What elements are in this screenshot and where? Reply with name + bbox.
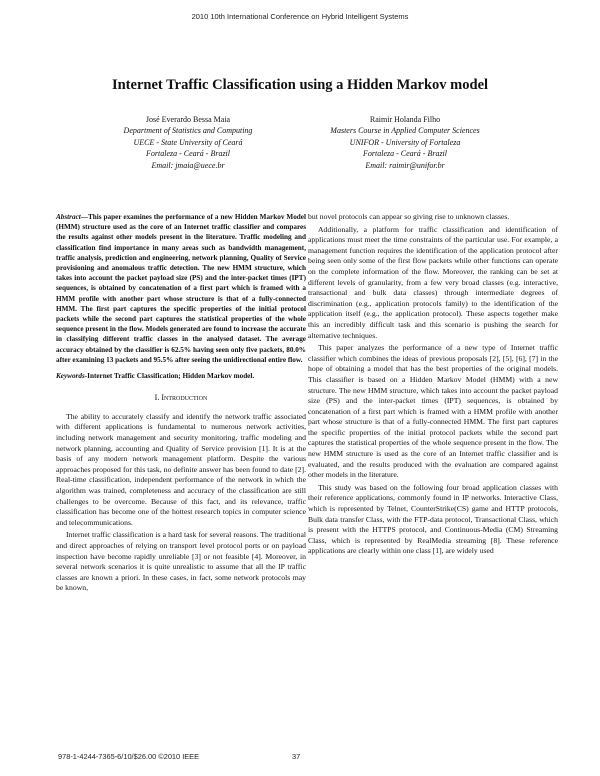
author-inst: UNIFOR - University of Fortaleza — [349, 137, 461, 147]
conference-header: 2010 10th International Conference on Hybrid Intelligent Systems — [191, 12, 409, 21]
author-dept: Department of Statistics and Computing — [123, 126, 253, 136]
abstract — [56, 212, 306, 365]
page-number: 37 — [292, 752, 301, 761]
paragraph: Additionally, a platform for traffic classification and identification of applications must meet the time constraints of the particular use. For example, a management function requires the identification of the application protocol after being seen only some of the first flow packets while other functions can operate on the complete information of the flow. Moreover, the ranking can be set at different levels of granularity, from a few very broad classes (e.g. interactive, transactional and bulk data classes) through intermediate degrees of discrimination (e.g., application protocols family) to the identification of the application itself (e.g., the application protocol). These aspects together make this an incredibly difficult task and this scenario is pushing the search for alternative techniques. — [308, 224, 558, 340]
paragraph: This paper analyzes the performance of a new type of Internet traffic classifier which combines the ideas of previous proposals [2], [5], [6], [7] in the hope of obtaining a model that has the best properties of the original models. This classifier is based on a Hidden Markov Model (HMM) with a new structure. The new HMM structure, which takes into account the packet payload size (PS) and the inter-packet times (IPT) sequences, is obtained by concatenation of a first part which is framed with a HMM profile with another part whose structure is that of a fully-connected HMM. The first part captures the specific properties of the initial protocol packets while the second part captures the statistical properties of the whole sequence present in the flow. The new HMM structure is used as the core of an Internet traffic classifier and is evaluated, and the results produced with the evaluation are compared against other models in the literature. — [308, 343, 558, 480]
abstract-text: —This paper examines the performance of a new Hidden Markov Model (HMM) structure used as the core of an Internet traffic classifier and compares the results against other models present in the literature. Traffic modeling and classification find importance in many areas such as bandwidth management, traffic analysis, prediction and engineering, network planning, Quality of Service provisioning and anomalous traffic detection. The new HMM structure, which takes into account the packet payload size (PS) and the inter-packet times (IPT) sequences, is obtained by concatenation of a first part which is framed with a HMM profile with another part whose structure is that of a fully-connected HMM. The first part captures the specific properties of the initial protocol packets while the second part captures the statistical properties of the whole sequence present in the flow. Models generated are found to increase the accurate in classifying different traffic classes in the analysed dataset. The average accuracy obtained by the classifier is 62.5% having seen only five packets, 80.0% after examining 13 packets and 95.5% after seeing the unidirectional entire flow. — [56, 213, 306, 364]
paper-title: Internet Traffic Classification using a Hidden Markov model — [111, 77, 489, 93]
paragraph: but novel protocols can appear so giving rise to unknown classes. — [308, 212, 510, 221]
author-email: Email: raimir@unifor.br — [365, 160, 445, 170]
left-column — [56, 212, 306, 594]
author-name: José Everardo Bessa Maia — [145, 115, 231, 124]
author-city: Fortaleza - Ceará - Brazil — [363, 149, 447, 159]
keywords — [56, 371, 306, 381]
author-city: Fortaleza - Ceará - Brazil — [146, 149, 230, 159]
paragraph: The ability to accurately classify and identify the network traffic associated with different applications is fundamental to numerous network activities, including network management and security monitoring, traffic modeling and network planning, accounting and Quality of Service provision [1]. It is at the basis of any modern network management platform. Despite the various approaches proposed for this task, no definite answer has been found to date [2]. Real-time classification, independent performance of the network in which the algorithm was trained, completeness and accuracy of the classification are still challenges to be overcome. Because of this fact, and its relevance, traffic classification has become one of the hottest research topics in computer science and telecommunications. — [56, 411, 306, 527]
paragraph: This study was based on the following four broad application classes with their reference applications, commonly found in IP networks. Interactive Class, which is represented by Telnet, CounterStrike(CS) game and HTTP protocols, Bulk data transfer Class, with the FTP-data protocol, Transactional Class, which is present with the HTTPS protocol, and Continuous-Media (CM) Streaming Class, which is represented by RealMedia streaming [8]. These reference applications are clearly within one class [1], are widely used — [308, 482, 558, 556]
abstract-label: Abstract — [56, 213, 81, 221]
author-inst: UECE - State University of Ceará — [133, 137, 243, 147]
copyright-footer: 978-1-4244-7365-6/10/$26.00 ©2010 IEEE — [58, 752, 200, 761]
author-name: Raimir Holanda Filho — [369, 115, 441, 124]
author-block-2 — [290, 114, 520, 171]
right-column — [308, 212, 558, 557]
keywords-text: -Internet Traffic Classification; Hidden Markov model. — [84, 372, 255, 381]
author-block-1 — [78, 114, 298, 171]
section-heading: I. Introduction — [154, 393, 208, 403]
author-dept: Masters Course in Applied Computer Sciences — [330, 126, 480, 136]
keywords-label: Keywords — [56, 372, 85, 381]
paragraph: Internet traffic classification is a hard task for several reasons. The traditional and direct approaches of relying on transport level protocol ports or on payload inspection have become rapidly unreliable [3] or not feasible [4]. Moreover, in several network scenarios it is quite unrealistic to assume that all the IP traffic classes are known a priori. In these cases, in fact, some network protocols may be known, — [56, 530, 306, 593]
author-email: Email: jmaia@uece.br — [151, 160, 225, 170]
